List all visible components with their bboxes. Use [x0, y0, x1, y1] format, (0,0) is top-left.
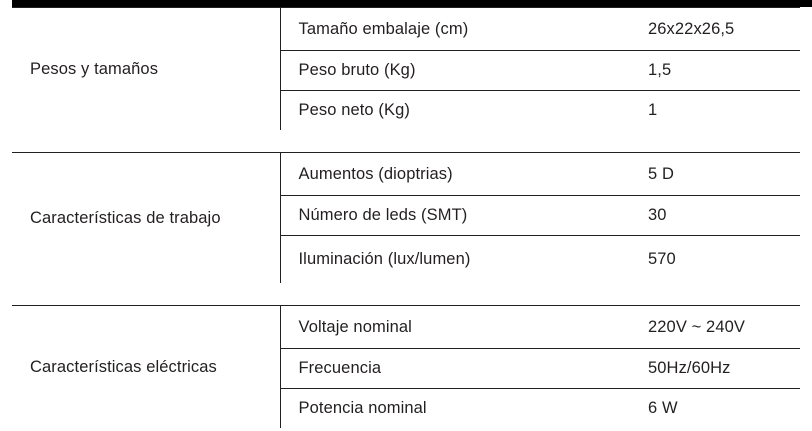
property-label: Peso bruto (Kg): [280, 51, 630, 91]
group-gap-cell: [12, 283, 280, 306]
property-label: Número de leds (SMT): [280, 196, 630, 236]
specifications-table: [12, 7, 800, 428]
property-value: 570: [630, 236, 800, 284]
category-label: Características eléctricas: [12, 306, 280, 429]
group-gap-cell: [630, 283, 800, 306]
property-value: 1: [630, 91, 800, 131]
category-label: Características de trabajo: [12, 153, 280, 284]
property-value: 6 W: [630, 389, 800, 429]
property-label: Iluminación (lux/lumen): [280, 236, 630, 284]
property-value: 220V ~ 240V: [630, 306, 800, 349]
group-gap-cell: [630, 130, 800, 153]
table-row: [12, 153, 800, 196]
top-rule: [12, 0, 812, 7]
property-label: Frecuencia: [280, 349, 630, 389]
property-value: 26x22x26,5: [630, 8, 800, 51]
property-label: Peso neto (Kg): [280, 91, 630, 131]
property-value: 5 D: [630, 153, 800, 196]
property-value: 50Hz/60Hz: [630, 349, 800, 389]
property-label: Voltaje nominal: [280, 306, 630, 349]
table-row: [12, 8, 800, 51]
group-gap: [12, 130, 800, 153]
property-label: Aumentos (dioptrias): [280, 153, 630, 196]
property-value: 1,5: [630, 51, 800, 91]
group-gap-cell: [280, 283, 630, 306]
property-label: Potencia nominal: [280, 389, 630, 429]
property-value: 30: [630, 196, 800, 236]
group-gap: [12, 283, 800, 306]
table-row: [12, 306, 800, 349]
group-gap-cell: [280, 130, 630, 153]
property-label: Tamaño embalaje (cm): [280, 8, 630, 51]
group-gap-cell: [12, 130, 280, 153]
category-label: Pesos y tamaños: [12, 8, 280, 131]
